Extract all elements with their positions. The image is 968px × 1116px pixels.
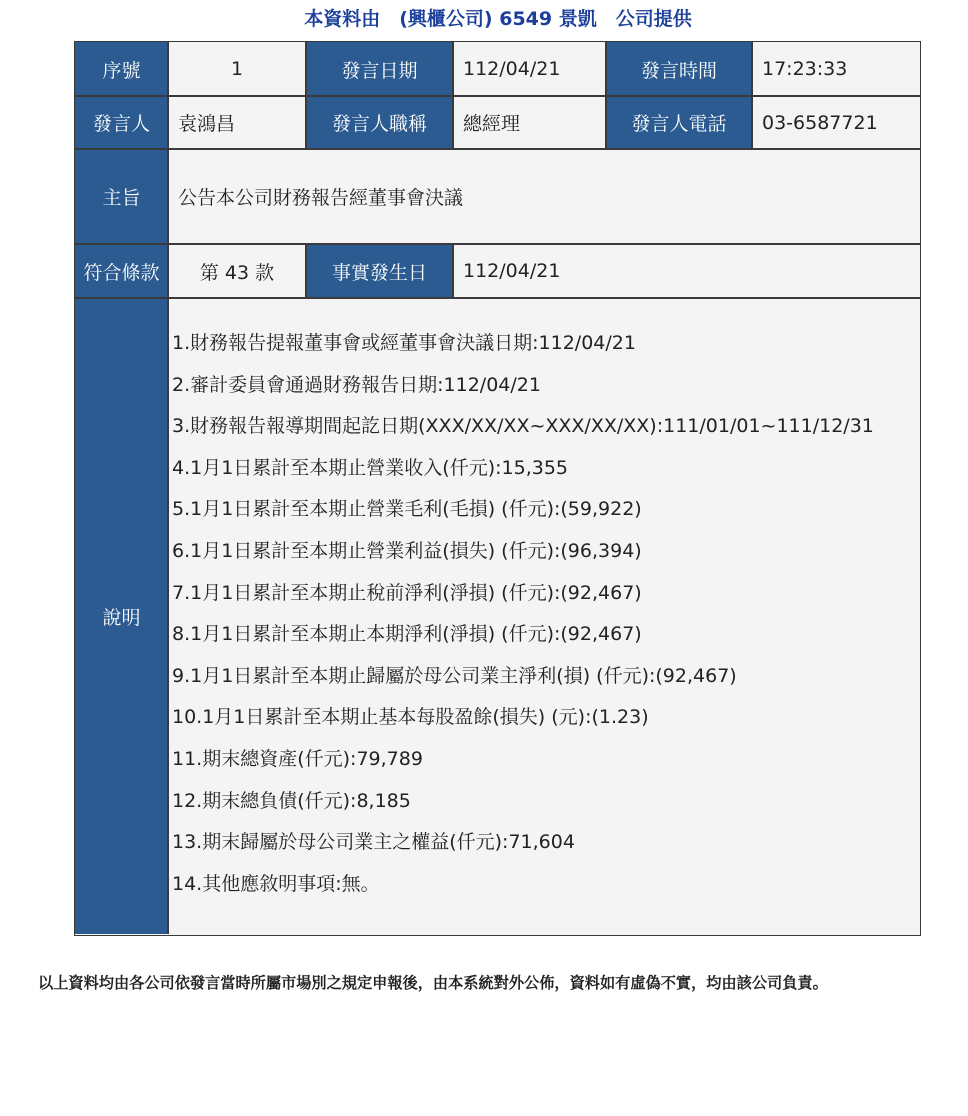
divider	[75, 148, 920, 150]
divider	[75, 95, 920, 97]
phone-label: 發言人電話	[606, 96, 752, 149]
divider	[751, 42, 753, 149]
divider	[75, 243, 920, 245]
speaker-title-value: 總經理	[453, 96, 606, 149]
divider	[605, 42, 607, 149]
clause-label: 符合條款	[75, 244, 168, 298]
seq-label: 序號	[75, 42, 168, 96]
description-line: 14.其他應敘明事項:無。	[172, 872, 380, 895]
clause-value: 第 43 款	[168, 244, 306, 298]
description-line: 8.1月1日累計至本期止本期淨利(淨損) (仟元):(92,467)	[172, 623, 642, 646]
divider	[452, 244, 454, 298]
divider	[167, 42, 169, 934]
description-line: 4.1月1日累計至本期止營業收入(仟元):15,355	[172, 456, 569, 479]
time-label: 發言時間	[606, 42, 752, 96]
announcement-table	[74, 41, 921, 936]
description-line: 6.1月1日累計至本期止營業利益(損失) (仟元):(96,394)	[172, 539, 642, 562]
description-line: 7.1月1日累計至本期止稅前淨利(淨損) (仟元):(92,467)	[172, 581, 642, 604]
event-date-value: 112/04/21	[453, 244, 920, 298]
description-line: 11.期末總資產(仟元):79,789	[172, 747, 423, 770]
description-line: 10.1月1日累計至本期止基本每股盈餘(損失) (元):(1.23)	[172, 706, 649, 729]
description-list	[172, 323, 874, 905]
seq-value: 1	[168, 42, 306, 96]
date-label: 發言日期	[306, 42, 453, 96]
event-date-label: 事實發生日	[306, 244, 453, 298]
time-value: 17:23:33	[752, 42, 920, 96]
description-line: 1.財務報告提報董事會或經董事會決議日期:112/04/21	[172, 332, 636, 354]
speaker-value: 袁鴻昌	[168, 96, 306, 149]
divider	[305, 42, 307, 149]
description-line: 12.期末總負債(仟元):8,185	[172, 789, 411, 812]
description-line: 9.1月1日累計至本期止歸屬於母公司業主淨利(損) (仟元):(92,467)	[172, 664, 737, 687]
subject-value: 公告本公司財務報告經董事會決議	[168, 149, 920, 244]
divider	[75, 297, 920, 299]
speaker-title-label: 發言人職稱	[306, 96, 453, 149]
disclaimer-text: 以上資料均由各公司依發言當時所屬市場別之規定申報後，由本系統對外公佈，資料如有虛偽不實，均由該公司負責。	[38, 974, 828, 992]
description-line: 5.1月1日累計至本期止營業毛利(毛損) (仟元):(59,922)	[172, 498, 642, 521]
date-value: 112/04/21	[453, 42, 606, 96]
divider	[305, 244, 307, 298]
description-body	[168, 298, 920, 934]
divider	[452, 42, 454, 149]
phone-value: 03-6587721	[752, 96, 920, 149]
description-line: 2.審計委員會通過財務報告日期:112/04/21	[172, 373, 541, 396]
description-label: 說明	[75, 298, 168, 934]
description-line: 13.期末歸屬於母公司業主之權益(仟元):71,604	[172, 831, 575, 854]
subject-label: 主旨	[75, 149, 168, 244]
page-title: 本資料由 (興櫃公司) 6549 景凱 公司提供	[304, 8, 692, 30]
speaker-label: 發言人	[75, 96, 168, 149]
description-line: 3.財務報告報導期間起訖日期(XXX/XX/XX~XXX/XX/XX):111/01/01~111/12/31	[172, 415, 874, 438]
